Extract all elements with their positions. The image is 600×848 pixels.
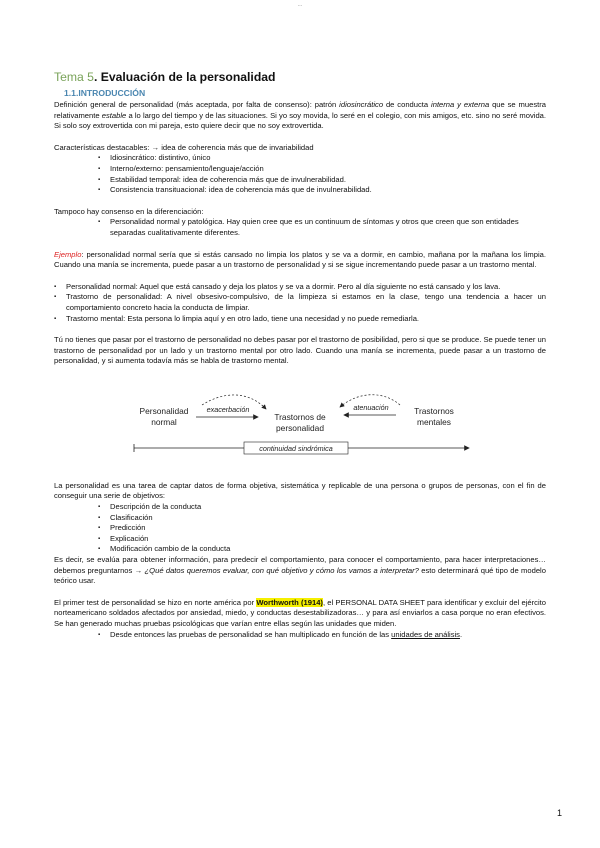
node-mental-l2: mentales (417, 416, 451, 427)
features-list (54, 153, 546, 195)
objectives-list (54, 502, 546, 555)
list-item: ▪ Interno/externo: pensamiento/lenguaje/acción (54, 164, 546, 175)
list-item: ▪ Predicción (54, 523, 546, 534)
intro-paragraph: Definición general de personalidad (más aceptada, por falta de consenso): patrón idiosincrático de conducta interna y externa que se muestra relativamente estable a lo largo del tiempo y de las situaciones. Si yo soy movida, lo seré en el colegio, con mis amigos, etc. sino no seré movida. Si solo soy extrovertida con mi pareja, esto quiere decir que no soy extrovertida. (54, 100, 546, 131)
list-item: ▪ Modificación cambio de la conducta (54, 544, 546, 555)
differentiation-list (54, 217, 546, 238)
list-item: ▪ Descripción de la conducta (54, 502, 546, 513)
node-normal-l2: normal (151, 416, 177, 427)
list-item: ▪ Personalidad normal y patológica. Hay quien cree que es un continuum de síntomas y otros que creen que son entidades separadas cualitativamente diferentes. (54, 217, 546, 238)
history-list (54, 630, 546, 641)
features-lead: Características destacables: → idea de coherencia más que de invariabilidad (54, 142, 314, 152)
node-normal-l1: Personalidad (139, 405, 189, 416)
page-number: 1 (556, 808, 562, 818)
list-item: ▪ Personalidad normal: Aquel que está cansado y deja los platos y se va a dormir. Pero al día siguiente no está cansado y los lava. (54, 282, 546, 293)
arrow-attenuation-label: atenuación (353, 402, 389, 412)
node-personality-l2: personalidad (276, 422, 324, 433)
highlight-worthworth: Worthworth (1914) (256, 597, 323, 607)
history-paragraph: El primer test de personalidad se hizo en norte américa por Worthworth (1914), el PERSONAL DATA SHEET para identificar y excluir del ejército norteamericano soldados afectados por ansiedad, miedo, y conductas desestabilizadoras… y para así enviarlos a casa porque no eran efectivos. Se han generado muchas pruebas psicológicas que varían entre ellas según las unidades que miden. (54, 597, 547, 628)
header-mark: ... (297, 2, 303, 8)
list-item: ▪ Trastorno de personalidad: A nivel obsesivo-compulsivo, de la limpieza si estamos en la clase, tengo una tendencia a hacer un comportamiento concreto hacia la conducta de limpiar. (54, 292, 546, 313)
diagram-svg (54, 369, 546, 481)
task-after-paragraph: Es decir, se evalúa para obtener información, para predecir el comportamiento, para conocer el comportamiento, para hacer interpretaciones… debemos preguntarnos → ¿Qué datos queremos evaluar, con qué objetivo y cómo los vamos a interpretar? esto determinará qué tipo de modelo teórico usar. (54, 555, 546, 586)
differentiation-lead: Tampoco hay consenso en la diferenciación: (54, 206, 204, 216)
example-paragraph: Ejemplo: personalidad normal sería que si estás cansado no limpia los platos y se va a dormir, en cambio, mañana por la mañana los limpia. Cuando una manía se incrementa, puede pasar a un trastorno de personalidad y si se sigue incrementando puede pasar a un trastorno mental. (54, 249, 546, 270)
list-item: ▪ Explicación (54, 534, 546, 545)
example-label: Ejemplo (54, 249, 82, 259)
node-mental-l1: Trastornos (414, 405, 454, 416)
title-number: Tema 5 (54, 70, 94, 84)
list-item: ▪ Desde entonces las pruebas de personalidad se han multiplicado en función de las unidades de análisis. (54, 630, 546, 641)
continuum-diagram (54, 369, 546, 481)
continuity-label: continuidad sindrómica (259, 443, 333, 453)
section-heading: 1.1.INTRODUCCIÓN (64, 88, 146, 98)
list-item: ▪ Idiosincrático: distintivo, único (54, 153, 546, 164)
arrow-exacerbation-label: exacerbación (206, 404, 250, 414)
page-title (54, 70, 546, 85)
list-item: ▪ Estabilidad temporal: idea de coherencia más que de invulnerabilidad. (54, 175, 546, 186)
list-item: ▪ Trastorno mental: Esta persona lo limpia aquí y en otro lado, tiene una necesidad y no puede remediarla. (54, 314, 546, 325)
underlined-units: unidades de análisis (391, 629, 460, 639)
node-personality-l1: Trastornos de (274, 411, 326, 422)
task-paragraph: La personalidad es una tarea de captar datos de forma objetiva, sistemática y replicable de una persona o grupos de personas, con el fin de conseguir una serie de objetivos: (54, 480, 546, 501)
list-item: ▪ Consistencia transituacional: idea de coherencia más que de invulnerabilidad. (54, 185, 546, 196)
title-text: . Evaluación de la personalidad (93, 70, 276, 84)
list-item: ▪ Clasificación (54, 513, 546, 524)
continuum-paragraph: Tú no tienes que pasar por el trastorno de personalidad no debes pasar por el trastorno de posibilidad, pero si que se produce. Se puede tener un trastorno de personalidad por un lado y un trastorno mental por otro lado. Cuando una manía se incrementa, puede pasar a un trastorno de personalidad, y si aumenta todavía más se habla de trastorno mental. (54, 335, 546, 366)
types-list (54, 282, 546, 324)
document-page (54, 70, 546, 640)
